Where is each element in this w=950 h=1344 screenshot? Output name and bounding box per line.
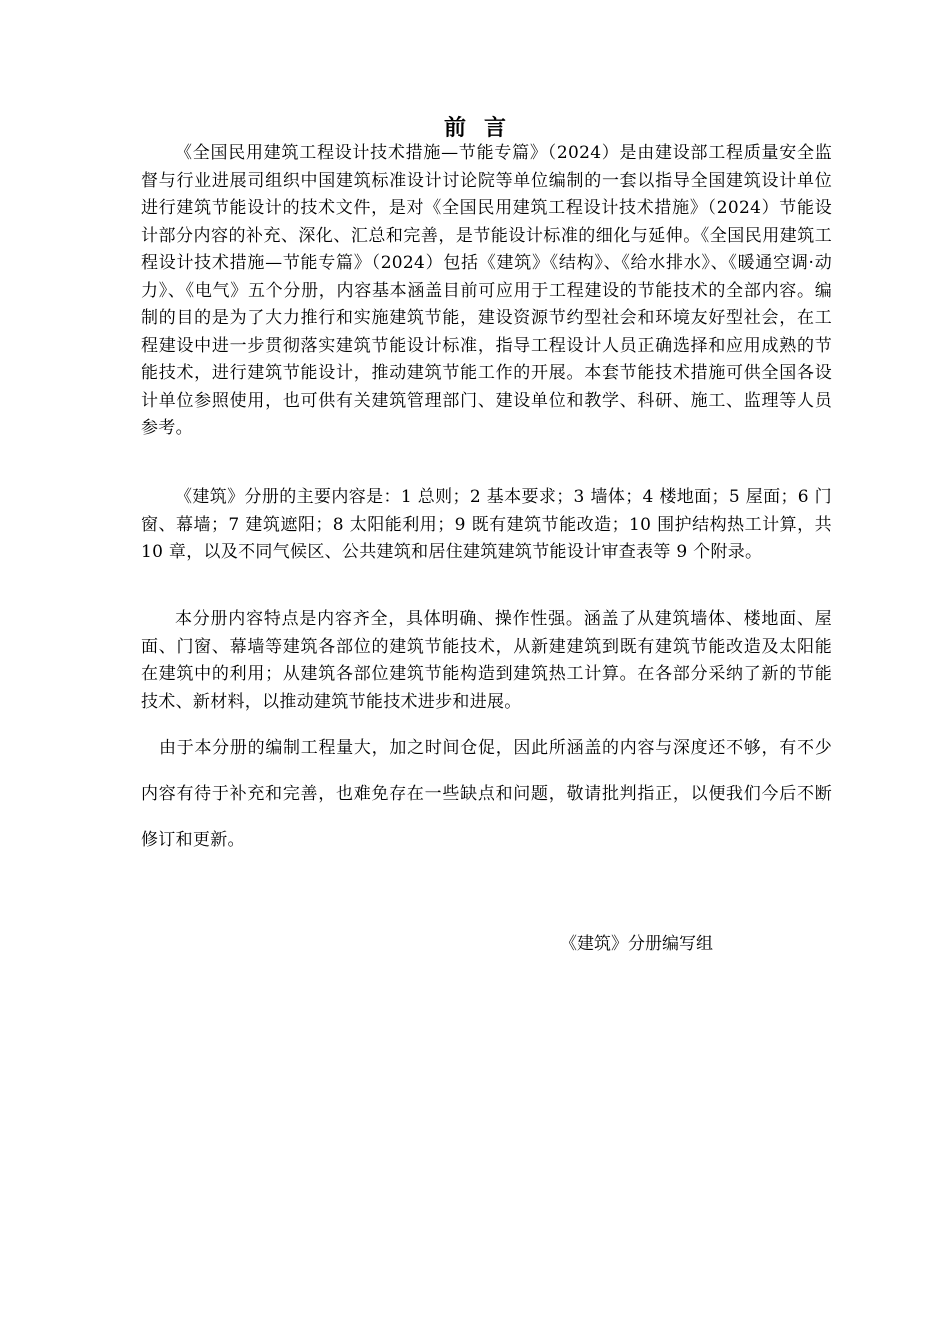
signature: 《建筑》分册编写组 — [560, 934, 713, 954]
preface-paragraph-4: 由于本分册的编制工程量大，加之时间仓促，因此所涵盖的内容与深度还不够，有不少内容有待于补充和完善，也难免存在一些缺点和问题，敬请批判指正，以便我们今后不断修订和更新。 — [141, 738, 832, 850]
preface-paragraph-3: 本分册内容特点是内容齐全，具体明确、操作性强。涵盖了从建筑墙体、楼地面、屋面、门窗、幕墙等建筑各部位的建筑节能技术，从新建建筑到既有建筑节能改造及太阳能在建筑中的利用；从建筑各部位建筑节能构造到建筑热工计算。在各部分采纳了新的节能技术、新材料，以推动建筑节能技术进步和进展。 — [141, 609, 832, 712]
preface-paragraph-1: 《全国民用建筑工程设计技术措施—节能专篇》（2024）是由建设部工程质量安全监督与行业进展司组织中国建筑标准设计讨论院等单位编制的一套以指导全国建筑设计单位进行建筑节能设计的技术文件，是对《全国民用建筑工程设计技术措施》（2024）节能设计部分内容的补充、深化、汇总和完善，是节能设计标准的细化与延伸。《全国民用建筑工程设计技术措施—节能专篇》（2024）包括《建筑》《结构》、《给水排水》、《暖通空调·动力》、《电气》五个分册，内容基本涵盖目前可应用于工程建设的节能技术的全部内容。编制的目的是为了大力推行和实施建筑节能，建设资源节约型社会和环境友好型社会，在工程建设中进一步贯彻落实建筑节能设计标准，指导工程设计人员正确选择和应用成熟的节能技术，进行建筑节能设计，推动建筑节能工作的开展。本套节能技术措施可供全国各设计单位参照使用，也可供有关建筑管理部门、建设单位和教学、科研、施工、监理等人员参考。 — [141, 143, 832, 438]
page-title: 前言 — [443, 116, 524, 141]
preface-paragraph-2: 《建筑》分册的主要内容是：1 总则；2 基本要求；3 墙体；4 楼地面；5 屋面；6 门窗、幕墙；7 建筑遮阳；8 太阳能利用；9 既有建筑节能改造；10 围护结构热工计算，共 10 章，以及不同气候区、公共建筑和居住建筑建筑节能设计审查表等 9 个附录。 — [141, 487, 832, 562]
